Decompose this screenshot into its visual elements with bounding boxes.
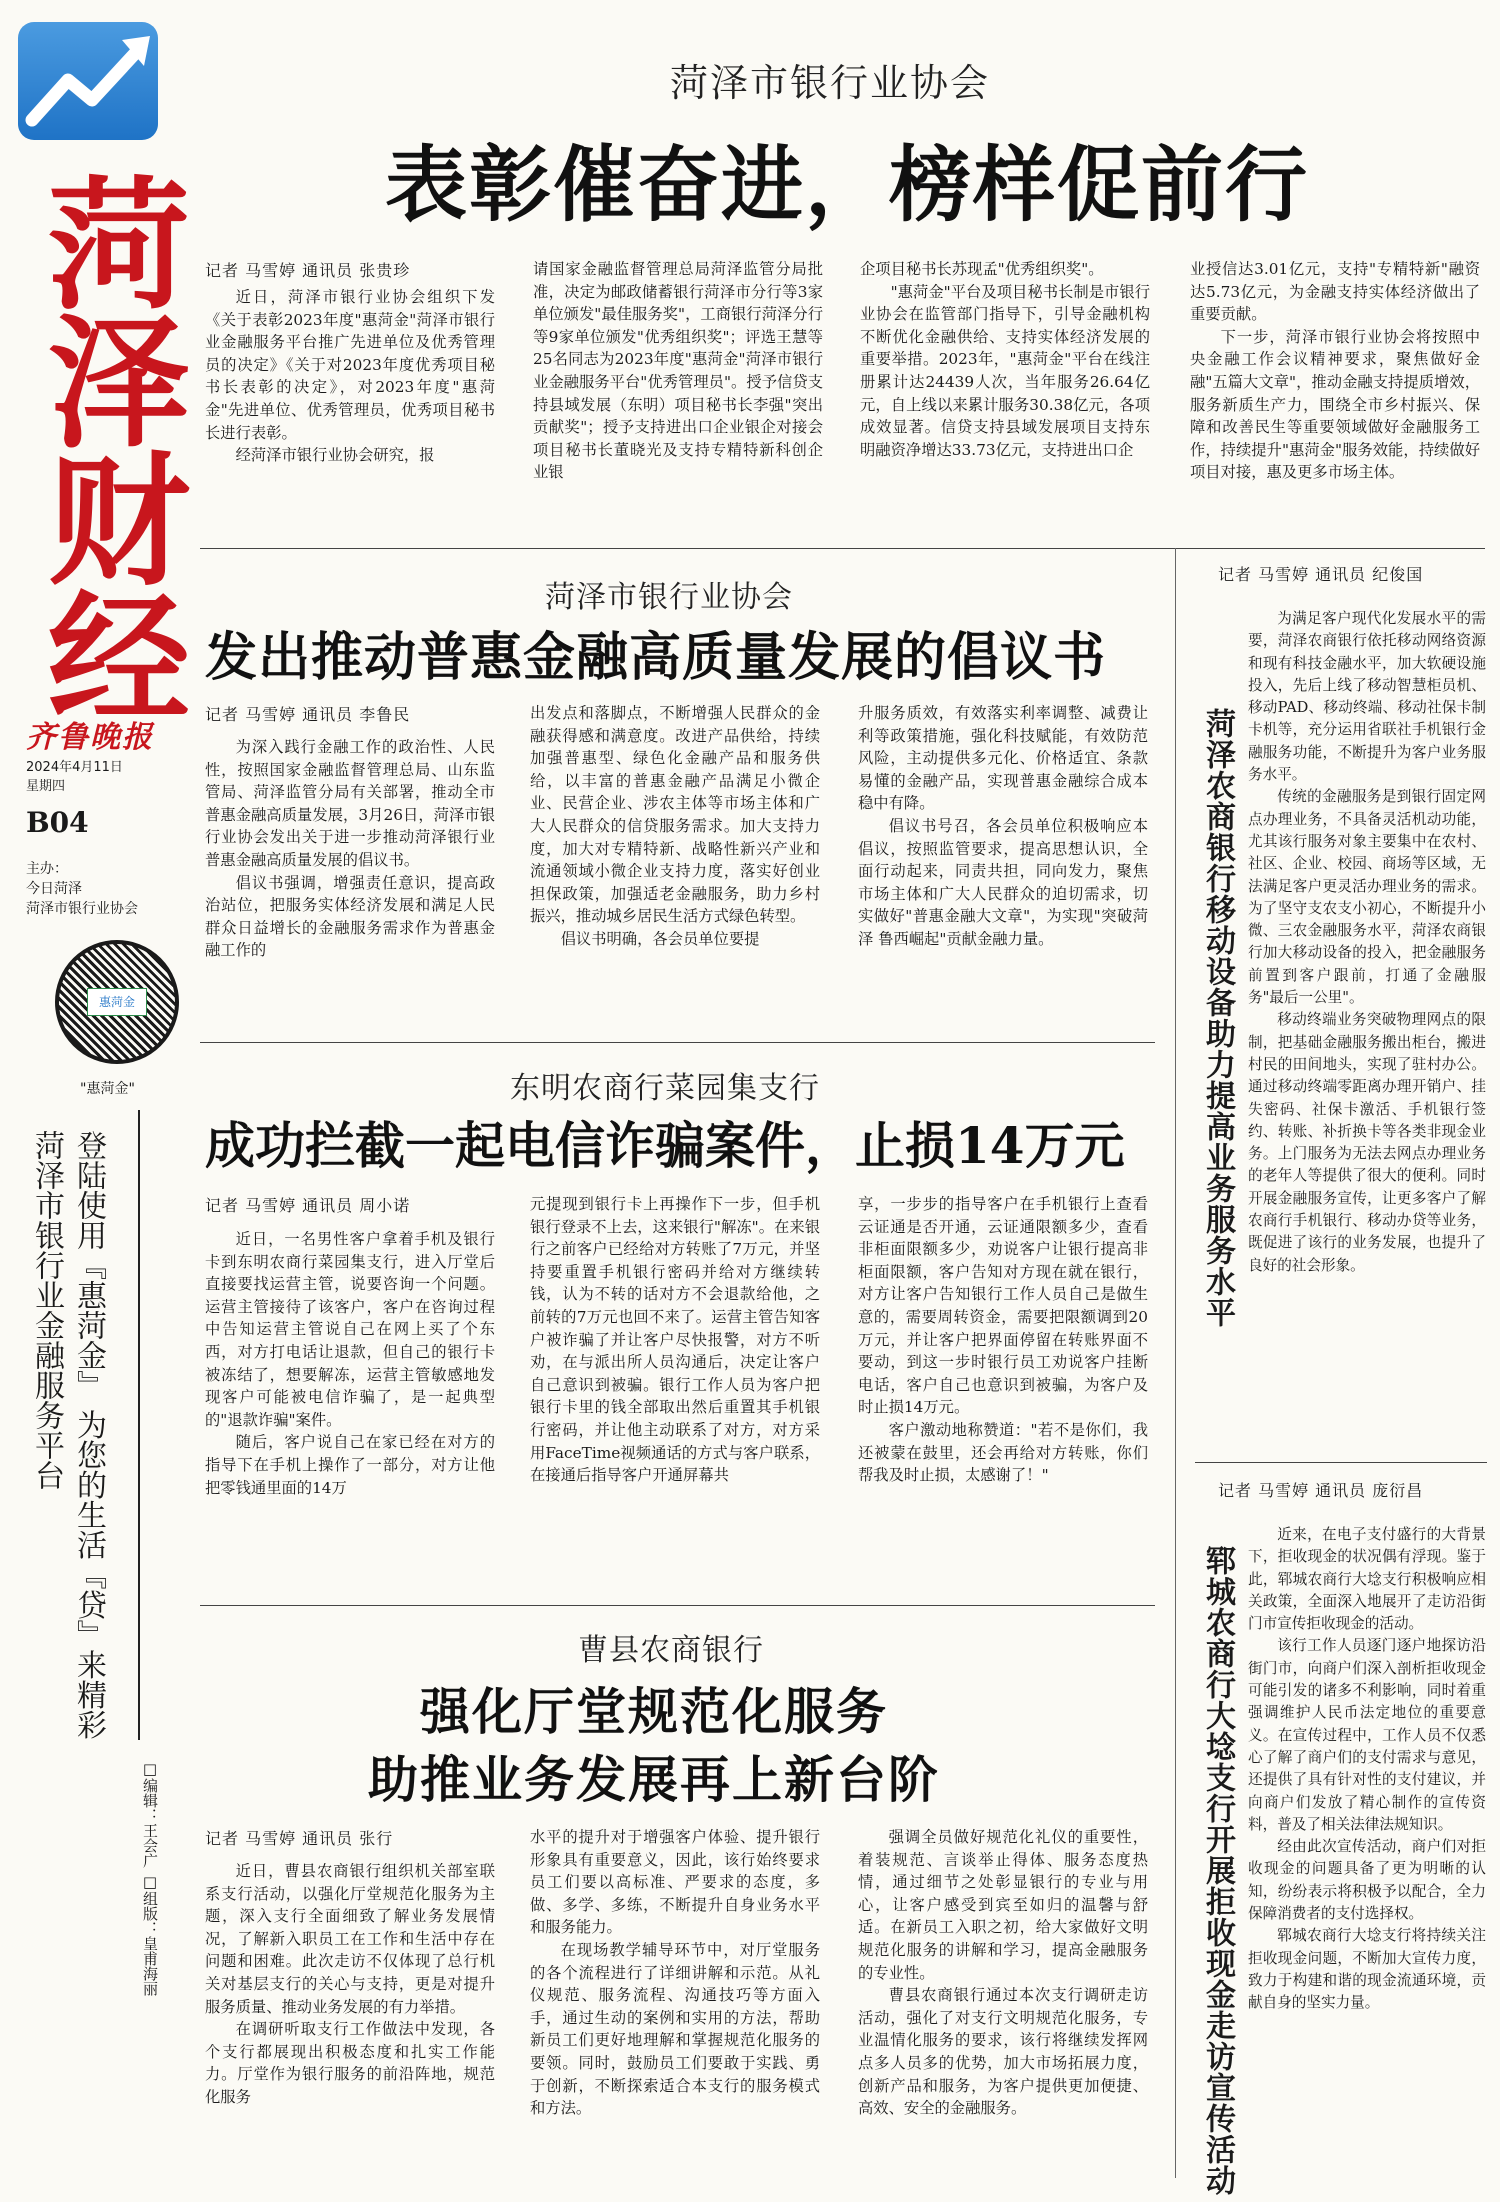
page-number: B04 [26,806,89,839]
a4-col-3 [858,1826,1148,2120]
a1-byline: 记者 马雪婷 通讯员 张贵珍 [205,261,411,280]
paragraph: 倡议书强调，增强责任意识，提高政治站位，把服务实体经济发展和满足人民群众日益增长的金融服务需求作为普惠金融工作的 [205,873,495,960]
paragraph: 随后，客户说自己在家已经在对方的指导下在手机上操作了一部分，对方让他把零钱通里面的14万 [205,1433,495,1497]
a2-divider [200,1042,1155,1043]
paragraph: 曹县农商银行通过本次支行调研走访活动，强化了对支行文明规范化服务，专业温情化服务的要求，该行将继续发挥网点多人员多的优势，加大市场拓展力度，创新产品和服务，为客户提供更加便捷、高效、安全的金融服务。 [858,1986,1148,2118]
a3-headline: 成功拦截一起电信诈骗案件，止损14万元 [205,1116,1125,1175]
a2-byline: 记者 马雪婷 通讯员 李鲁民 [205,705,411,724]
paragraph: 为满足客户现代化发展水平的需要，菏泽农商银行依托移动网络资源和现有科技金融水平，加大软硬设施投入，先后上线了移动智慧柜员机、移动PAD、移动终端、移动社保卡制卡机等，充分运用省联社手机银行金融服务功能，不断提升为客户业务服务水平。 [1248,610,1486,784]
a4-headline-line-1: 强化厅堂规范化服务 [420,1682,888,1741]
editor-credit: □编辑：王会广 □组版：皇甫海丽 [141,1760,159,1996]
s1-divider [1195,1462,1487,1463]
issue-weekday: 星期四 [26,779,66,794]
qr-code[interactable] [55,940,179,1064]
paragraph: 在现场教学辅导环节中，对厅堂服务的各个流程进行了详细讲解和示范。从礼仪规范、服务流程、沟通技巧等方面入手，通过生动的案例和实用的方法，帮助新员工们更好地理解和掌握规范化服务的要领。同时，鼓励员工们要敢于实践、勇于创新，不断探索适合本支行的服务模式和方法。 [530,1940,820,2118]
qr-caption: "惠菏金" [80,1081,135,1097]
paragraph: 水平的提升对于增强客户体验、提升银行形象具有重要意义，因此，该行始终要求员工们要以高标准、严要求的态度，多做、多学、多练，不断提升自身业务水平和服务能力。 [530,1828,820,1937]
a3-divider [200,1605,1155,1606]
a3-col-1 [205,1228,495,1499]
paragraph: 倡议书明确，各会员单位要提 [560,929,760,948]
sidebar-divider [138,1110,140,1740]
slogan-tagline: 登陆使用『惠菏金』 为您的生活『贷』来精彩 [71,1130,106,1740]
slogan-platform: 菏泽市银行业金融服务平台 [29,1130,64,1490]
paragraph: 下一步，菏泽市银行业协会将按照中央金融工作会议精神要求，聚焦做好金融"五篇大文章"，推动金融支持提质增效，服务新质生产力，围绕全市乡村振兴、保障和改善民生等重要领域做好金融服务工作，持续提升"惠菏金"服务效能，持续做好项目对接，惠及更多市场主体。 [1190,327,1480,482]
a3-col-3 [858,1193,1148,1487]
paragraph: 该行工作人员逐门逐户地探访沿街门市，向商户们深入剖析拒收现金可能引发的诸多不利影响，同时着重强调维护人民币法定地位的重要意义。在宣传过程中，工作人员不仅悉心了解了商户们的支付需求与意见，还提供了具有针对性的支付建议，并向商户们发放了精心制作的宣传资料，普及了相关法律法规知识。 [1248,1637,1486,1833]
s2-body [1248,1524,1486,2015]
paragraph: 近来，在电子支付盛行的大背景下，拒收现金的状况偶有浮现。鉴于此，郓城农商行大埝支行积极响应相关政策，全面深入地展开了走访沿街门市宣传拒收现金的活动。 [1248,1526,1486,1633]
a4-col-2 [530,1826,820,2120]
a1-col-1 [205,286,495,467]
paragraph: "惠菏金"平台及项目秘书长制是市银行业协会在监管部门指导下，引导金融机构不断优化金融供给、支持实体经济发展的重要举措。2023年，"惠菏金"平台在线注册累计达24439人次，当年服务26.64亿元，自上线以来累计服务30.38亿元，各项成效显著。信贷支持县域发展项目支持东明融资净增达33.73亿元，支持进出口企 [860,282,1150,459]
right-column-rule [1175,548,1176,2178]
a1-col-4 [1190,258,1480,484]
s1-byline: 记者 马雪婷 通讯员 纪俊国 [1218,565,1424,584]
a4-col-1 [205,1860,495,2109]
paragraph: 移动终端业务突破物理网点的限制，把基础金融服务搬出柜台，搬进村民的田间地头，实现了驻村办公。通过移动终端零距离办理开销户、挂失密码、社保卡激活、手机银行签约、转账、补折换卡等各类非现金业务。上门服务为无法去网点办理业务的老年人等提供了很大的便利。同时开展金融服务宣传，让更多客户了解农商行手机银行、移动办贷等业务，既促进了该行的业务发展，也提升了良好的社会形象。 [1248,1011,1486,1274]
a3-kicker: 东明农商行菜园集支行 [510,1071,820,1106]
paragraph: 在调研听取支行工作做法中发现，各个支行都展现出积极态度和扎实工作能力。厅堂作为银行服务的前沿阵地，规范化服务 [205,2020,495,2106]
paragraph: 为深入践行金融工作的政治性、人民性，按照国家金融监督管理总局、山东监管局、菏泽监管分局有关部署，推动全市普惠金融高质量发展，3月26日，菏泽市银行业协会发出关于进一步推动菏泽银行业普惠金融高质量发展的倡议书。 [205,738,495,869]
brand-masthead: 菏泽财经 [24,170,189,722]
paragraph: 强调全员做好规范化礼仪的重要性，着装规范、言谈举止得体、服务态度热情，通过细节之处彰显银行的专业与用心，让客户感受到宾至如归的温馨与舒适。在新员工入职之初，给大家做好文明规范化服务的讲解和学习，提高金融服务的专业性。 [858,1828,1148,1982]
paragraph: 业授信达3.01亿元，支持"专精特新"融资达5.73亿元，为金融支持实体经济做出了重要贡献。 [1190,260,1480,324]
a4-kicker: 曹县农商银行 [578,1633,764,1668]
a2-col-3 [858,702,1148,951]
a1-kicker: 菏泽市银行业协会 [670,61,991,105]
s2-byline: 记者 马雪婷 通讯员 庞衍昌 [1218,1481,1424,1500]
paragraph: 倡议书号召，各会员单位积极响应本倡议，按照监管要求，提高思想认识，全面行动起来，同责共担，同向发力，聚焦市场主体和广大人民群众的迫切需求，切实做好"普惠金融大文章"，为实现"突破菏泽 鲁西崛起"贡献金融力量。 [858,816,1148,948]
sponsor-2: 菏泽市银行业协会 [26,901,138,917]
paragraph: 经菏泽市银行业协会研究，报 [235,446,435,465]
paragraph: 享，一步步的指导客户在手机银行上查看云证通是否开通，云证通限额多少，查看非柜面限额多少，劝说客户让银行提高非柜面限额，客户告知对方现在就在银行，对方让客户告知银行工作人员自己是做生意的，需要周转资金，需要把限额调到20万元，并让客户把界面停留在转账界面不要动，到这一步时银行员工劝说客户挂断电话，客户自己也意识到被骗，为客户及时止损14万元。 [858,1195,1148,1417]
a2-col-2 [530,702,820,951]
paragraph: 升服务质效，有效落实利率调整、减费让利等政策措施，强化科技赋能，有效防范风险，主动提供多元化、价格适宜、条款易懂的金融产品，实现普惠金融综合成本稳中有降。 [858,704,1148,813]
sponsor-1: 今日菏泽 [26,881,82,897]
paragraph: 客户激动地称赞道："若不是你们，我还被蒙在鼓里，还会再给对方转账，你们帮我及时止损，太感谢了！" [858,1420,1148,1485]
paragraph: 近日，菏泽市银行业协会组织下发《关于表彰2023年度"惠菏金"菏泽市银行业金融服务平台推广先进单位及优秀管理员的决定》《关于对2023年度优秀项目秘书长表彰的决定》，对2023年度"惠菏金"先进单位、优秀管理员，优秀项目秘书长进行表彰。 [205,288,495,442]
trend-arrow-icon [18,22,158,140]
paragraph: 近日，曹县农商银行组织机关部室联系支行活动，以强化厅堂规范化服务为主题，深入支行全面细致了解业务发展情况，了解新入职员工在工作和生活中存在问题和困难。此次走访不仅体现了总行机关对基层支行的关心与支持，更是对提升服务质量、推动业务发展的有力举措。 [205,1862,495,2016]
a1-headline: 表彰催奋进，榜样促前行 [385,137,1310,233]
a2-headline: 发出推动普惠金融高质量发展的倡议书 [205,627,1107,688]
newspaper-name: 齐鲁晚报 [26,720,154,755]
a2-kicker: 菏泽市银行业协会 [545,580,793,615]
paragraph: 出发点和落脚点，不断增强人民群众的金融获得感和满意度。改进产品供给，持续加强普惠型、绿色化金融产品和服务供给，以丰富的普惠金融产品满足小微企业、民营企业、涉农主体等市场主体和广大人民群众的信贷服务需求。加大支持力度，加大对专精特新、战略性新兴产业和流通领域小微企业支持力度，落实好创业担保政策，加强适老金融服务，助力乡村振兴，推动城乡居民生活方式绿色转型。 [530,704,820,926]
s2-headline: 郓城农商行大埝支行开展拒收现金走访宣传活动 [1200,1545,1235,2196]
a3-col-2: 元提现到银行卡上再操作下一步，但手机银行登录不上去，这来银行"解冻"。在来银行之前客户已经给对方转账了7万元，并坚持要重置手机银行密码并给对方继续转钱，认为不转的话对方不会退款给他，之前转的7万元也回不来了。运营主管告知客户被诈骗了并让客户尽快报警，对方不听劝，在与派出所人员沟通后，决定让客户自己意识到被骗。银行工作人员为客户把银行卡里的钱全部取出然后重置其手机银行密码，并让他主动联系了对方，对方采用FaceTime视频通话的方式与客户联系，在接通后指导客户开通屏幕共 [530,1195,820,1485]
a2-col-1 [205,736,495,962]
s1-headline: 菏泽农商银行移动设备助力提高业务服务水平 [1200,708,1235,1328]
qr-center-badge: 惠菏金 [87,988,147,1016]
a1-col-2: 请国家金融监督管理总局菏泽监管分局批准，决定为邮政储蓄银行菏泽市分行等3家单位颁发"最佳服务奖"，工商银行菏泽分行等9家单位颁发"优秀组织奖"；评选王慧等25名同志为2023年度"惠菏金"菏泽市银行业金融服务平台"优秀管理员"。授予信贷支持县域发展（东明）项目秘书长李强"突出贡献奖"；授予支持进出口企业银企对接会项目秘书长董晓光及支持专精特新科创企业银 [533,260,823,482]
a4-headline-line-2: 助推业务发展再上新台阶 [368,1750,940,1809]
paragraph: 近日，一名男性客户拿着手机及银行卡到东明农商行菜园集支行，进入厅堂后直接要找运营主管，说要咨询一个问题。运营主管接待了该客户，客户在咨询过程中告知运营主管说自己在网上买了个东西，对方打电话让退款，但自己的银行卡被冻结了，想要解冻，运营主管敏感地发现客户可能被电信诈骗了，是一起典型的"退款诈骗"案件。 [205,1230,495,1429]
sponsor-label: 主办： [26,861,68,877]
paragraph: 郓城农商行大埝支行将持续关注拒收现金问题，不断加大宣传力度，致力于构建和谐的现金流通环境，贡献自身的坚实力量。 [1248,1927,1486,2012]
issue-date: 2024年4月11日 [26,760,123,775]
paragraph: 传统的金融服务是到银行固定网点办理业务，不具备灵活机动功能，尤其该行服务对象主要集中在农村、社区、企业、校园、商场等区域，无法满足客户更灵活办理业务的需求。为了坚守支农支小初心，不断提升小微、三农金融服务水平，菏泽农商银行加大移动设备的投入，把金融服务前置到客户跟前，打通了金融服务"最后一公里"。 [1248,788,1486,1007]
trend-logo [18,22,158,140]
s1-body [1248,608,1486,1277]
a1-divider [200,548,1485,549]
a4-byline: 记者 马雪婷 通讯员 张行 [205,1829,394,1848]
a1-col-3 [860,258,1150,461]
a3-byline: 记者 马雪婷 通讯员 周小诺 [205,1196,411,1215]
paragraph: 经由此次宣传活动，商户们对拒收现金的问题具备了更为明晰的认知，纷纷表示将积极予以配合，全力保障消费者的支付选择权。 [1248,1838,1486,1923]
paragraph: 企项目秘书长苏现孟"优秀组织奖"。 [860,260,1104,278]
